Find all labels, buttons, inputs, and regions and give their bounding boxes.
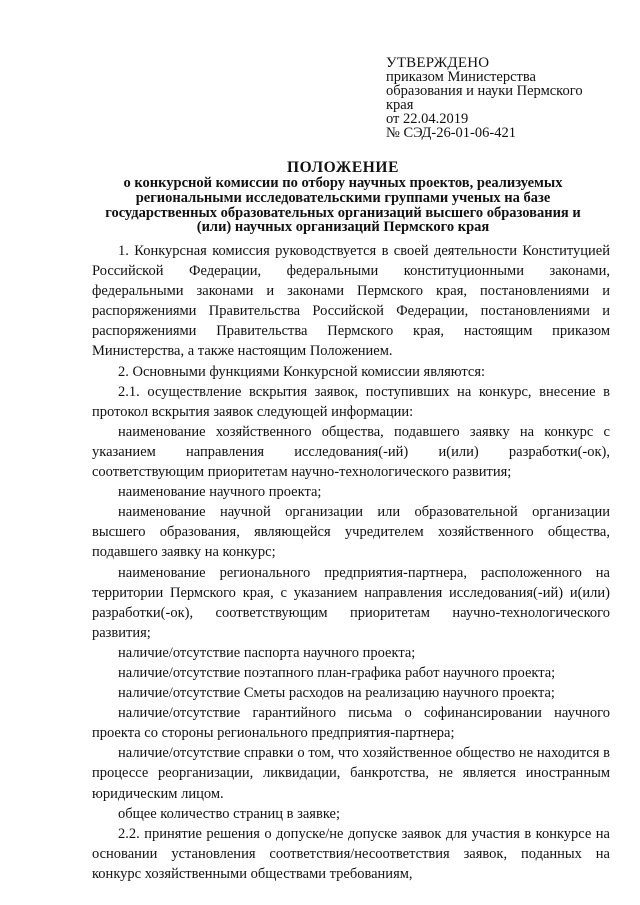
document-subtitle-line: о конкурсной комиссии по отбору научных проектов, реализуемых [123, 175, 563, 191]
list-item: наличие/отсутствие поэтапного план-графика работ научного проекта; [118, 664, 556, 681]
list-item: наименование регионального предприятия-партнера, расположенного на территории Пермского края, с указанием направления исследования(-ий) и(или) разработки(-ок), соответствующим приоритетам научно-технологического развития; [92, 564, 610, 641]
list-item: наименование хозяйственного общества, подавшего заявку на конкурс с указанием направления исследования(-ий) и(или) разработки(-ок), соответствующим приоритетам научно-технологического развития; [92, 423, 610, 481]
document-body [92, 241, 610, 884]
document-heading [76, 160, 610, 235]
approval-line: образования и науки Пермского [386, 83, 583, 99]
paragraph-1: 1. Конкурсная комиссия руководствуется в своей деятельности Конституцией Российской Федерации, федеральными конституционными законами, федеральными законами и законами Пермского края, постановлениями и распоряжениями Правительства Российской Федерации, постановлениями и распоряжениями Правительства Пермского края, настоящим приказом Министерства, а также настоящим Положением. [92, 243, 610, 360]
document-title: ПОЛОЖЕНИЕ [286, 159, 400, 176]
document-subtitle-line: государственных образовательных организаций высшего образования и [105, 204, 581, 221]
list-item: общее количество страниц в заявке; [118, 805, 340, 822]
list-item: наличие/отсутствие паспорта научного проекта; [118, 644, 416, 661]
approval-line: № СЭД-26-01-06-421 [386, 125, 516, 141]
approval-line: края [386, 97, 414, 113]
approval-line: от 22.04.2019 [386, 111, 469, 127]
paragraph-2-2: 2.2. принятие решения о допуске/не допуске заявок для участия в конкурсе на основании установления соответствия/несоответствия заявок, поданных на конкурс хозяйственными обществами требованиям, [92, 825, 610, 882]
list-item: наименование научной организации или образовательной организации высшего образования, являющейся учредителем хозяйственного общества, подавшего заявку на конкурс; [92, 504, 610, 561]
paragraph-2: 2. Основными функциями Конкурсной комиссии являются: [118, 363, 486, 380]
list-item: наличие/отсутствие справки о том, что хозяйственное общество не находится в процессе реорганизации, ликвидации, банкротства, не является иностранным юридическим лицом. [92, 745, 610, 802]
list-item: наличие/отсутствие Сметы расходов на реализацию научного проекта; [118, 685, 555, 702]
approval-stamp [386, 56, 616, 140]
document-subtitle-line: региональными исследовательскими группами ученых на базе [135, 189, 551, 206]
list-item: наличие/отсутствие гарантийного письма о софинансировании научного проекта со стороны регионального предприятия-партнера; [92, 705, 610, 742]
document-subtitle-line: (или) научных организаций Пермского края [196, 219, 490, 236]
paragraph-2-1: 2.1. осуществление вскрытия заявок, поступивших на конкурс, внесение в протокол вскрытия заявок следующей информации: [92, 383, 610, 420]
approval-line: приказом Министерства [386, 69, 536, 85]
approval-title: УТВЕРЖДЕНО [386, 55, 490, 71]
list-item: наименование научного проекта; [118, 484, 322, 501]
